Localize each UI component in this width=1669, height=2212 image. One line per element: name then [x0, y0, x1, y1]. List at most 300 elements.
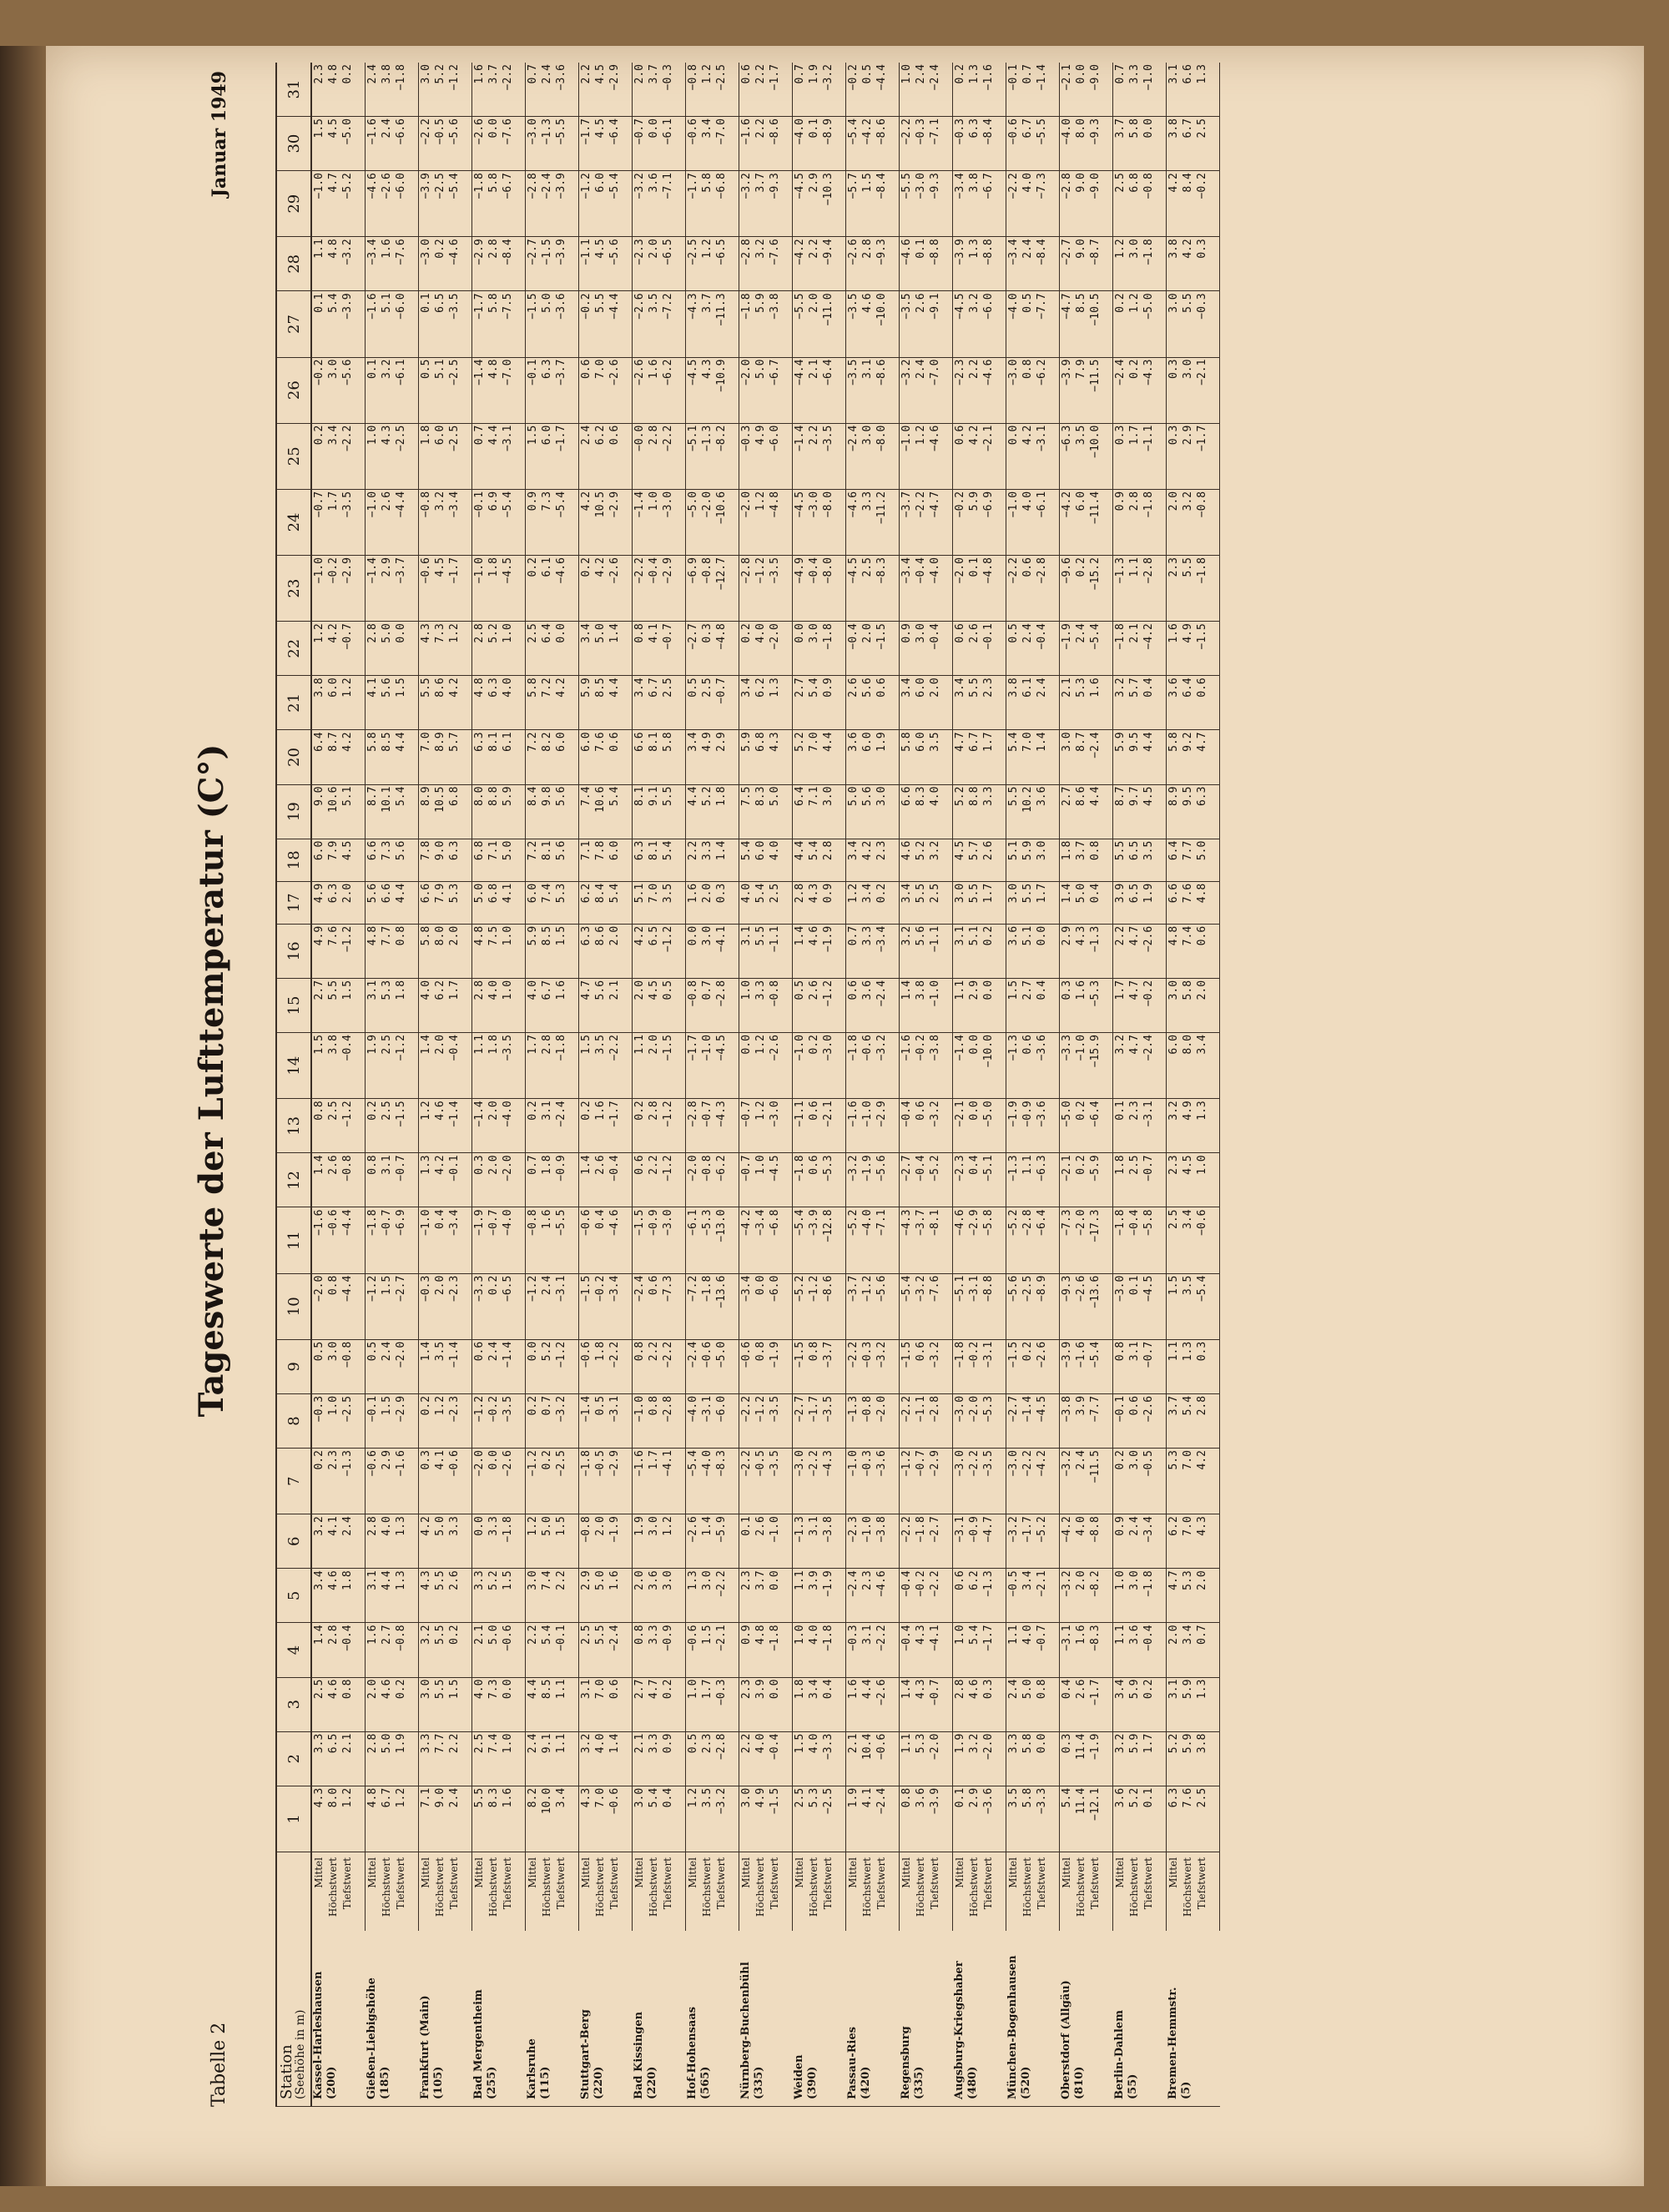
temperature-cell: 0.0: [487, 117, 501, 171]
table-row: [1142, 63, 1167, 2107]
temperature-cell: −2.6: [633, 357, 648, 423]
temperature-cell: −7.7: [1035, 291, 1060, 357]
temperature-cell: 5.4: [608, 881, 633, 924]
temperature-cell: −1.4: [1035, 63, 1060, 117]
temperature-cell: −1.3: [700, 423, 714, 489]
temperature-cell: −7.1: [928, 117, 953, 171]
temperature-cell: −4.0: [501, 1207, 526, 1273]
temperature-cell: 3.4: [311, 1569, 326, 1623]
temperature-cell: 1.8: [419, 423, 434, 489]
temperature-cell: 6.4: [1181, 676, 1195, 730]
temperature-cell: 1.4: [1060, 881, 1075, 924]
temperature-cell: −0.8: [860, 1393, 875, 1448]
temperature-cell: 0.1: [1142, 1786, 1167, 1852]
temperature-cell: 3.0: [700, 1569, 714, 1623]
temperature-cell: 6.7: [380, 1786, 394, 1852]
temperature-cell: −2.8: [714, 1731, 739, 1786]
table-row: [914, 63, 928, 2107]
temperature-cell: −0.4: [846, 622, 861, 676]
table-row: [846, 63, 861, 2107]
temperature-cell: −3.1: [981, 1339, 1006, 1393]
temperature-cell: −1.3: [846, 1393, 861, 1448]
temperature-cell: 1.2: [754, 1033, 768, 1099]
temperature-cell: 1.0: [754, 1153, 768, 1207]
temperature-cell: 0.0: [967, 1099, 981, 1153]
temperature-cell: 4.4: [526, 1677, 541, 1731]
temperature-cell: 4.5: [953, 839, 968, 881]
temperature-cell: 2.5: [700, 676, 714, 730]
temperature-cell: −4.0: [686, 1393, 701, 1448]
temperature-cell: −0.6: [1195, 1207, 1220, 1273]
temperature-cell: 1.7: [981, 730, 1006, 784]
temperature-cell: −5.5: [900, 171, 915, 237]
table-row: [593, 63, 608, 2107]
temperature-cell: −0.6: [1006, 117, 1021, 171]
temperature-cell: −4.3: [686, 291, 701, 357]
temperature-cell: 4.4: [608, 676, 633, 730]
temperature-cell: −3.4: [447, 489, 472, 555]
temperature-cell: 0.2: [579, 1099, 594, 1153]
temperature-cell: −3.2: [1060, 1569, 1075, 1623]
temperature-cell: 4.3: [579, 1786, 594, 1852]
table-row: [821, 63, 846, 2107]
temperature-cell: −2.4: [633, 1273, 648, 1339]
temperature-cell: 2.9: [807, 171, 821, 237]
temperature-cell: 3.1: [579, 1677, 594, 1731]
rotated-page-content: [175, 54, 1619, 2107]
temperature-cell: −0.9: [554, 1153, 579, 1207]
temperature-cell: −2.7: [793, 1393, 808, 1448]
temperature-cell: 3.0: [875, 784, 900, 839]
temperature-cell: 10.1: [380, 784, 394, 839]
temperature-cell: −0.7: [1035, 1623, 1060, 1677]
temperature-cell: 0.7: [700, 978, 714, 1032]
temperature-cell: 0.8: [754, 1339, 768, 1393]
temperature-cell: 5.5: [914, 881, 928, 924]
temperature-cell: −2.9: [608, 489, 633, 555]
temperature-cell: 3.8: [1195, 1731, 1220, 1786]
day-column-header: 6: [276, 1514, 311, 1569]
temperature-cell: 4.3: [700, 357, 714, 423]
temperature-cell: 2.5: [472, 1731, 487, 1786]
temperature-cell: −2.0: [875, 1393, 900, 1448]
station-name-text: Karlsruhe: [525, 2038, 538, 2099]
temperature-cell: 4.4: [821, 730, 846, 784]
temperature-cell: −8.3: [714, 1449, 739, 1514]
temperature-cell: 7.0: [1021, 730, 1035, 784]
temperature-cell: 1.6: [366, 1623, 381, 1677]
temperature-cell: −4.7: [1060, 291, 1075, 357]
temperature-cell: −1.0: [1142, 63, 1167, 117]
temperature-cell: 4.2: [1181, 237, 1195, 291]
temperature-cell: 9.5: [1127, 730, 1142, 784]
temperature-cell: 5.5: [1006, 784, 1021, 839]
temperature-cell: −3.4: [900, 556, 915, 622]
temperature-cell: 2.0: [433, 1033, 447, 1099]
temperature-cell: 1.6: [1074, 978, 1088, 1032]
temperature-cell: −0.8: [1195, 489, 1220, 555]
temperature-cell: 6.3: [579, 924, 594, 978]
temperature-cell: −4.2: [1142, 622, 1167, 676]
temperature-cell: 0.1: [1113, 1099, 1128, 1153]
temperature-cell: −3.3: [1035, 1786, 1060, 1852]
temperature-cell: −1.4: [447, 1339, 472, 1393]
row-kind-label: Höchstwert: [915, 1857, 926, 1917]
temperature-cell: −7.0: [501, 357, 526, 423]
temperature-cell: 3.0: [739, 1786, 754, 1852]
temperature-cell: −1.5: [394, 1099, 419, 1153]
temperature-cell: 2.6: [807, 978, 821, 1032]
temperature-cell: −2.9: [608, 63, 633, 117]
temperature-cell: −9.3: [1088, 117, 1113, 171]
day-column-header: 30: [276, 117, 311, 171]
temperature-cell: −3.0: [953, 1449, 968, 1514]
table-row: [754, 63, 768, 2107]
row-kind-label: Höchstwert: [434, 1857, 446, 1917]
temperature-cell: −2.0: [981, 1731, 1006, 1786]
temperature-cell: 5.8: [1021, 1786, 1035, 1852]
temperature-cell: 1.4: [579, 1153, 594, 1207]
temperature-cell: 0.1: [1127, 1273, 1142, 1339]
temperature-cell: −3.9: [419, 171, 434, 237]
temperature-cell: 3.6: [647, 1569, 661, 1623]
temperature-cell: −1.5: [526, 291, 541, 357]
temperature-cell: 4.0: [419, 978, 434, 1032]
temperature-cell: −3.7: [846, 1273, 861, 1339]
temperature-cell: −2.7: [686, 622, 701, 676]
row-kind-label: Mittel: [473, 1857, 485, 1888]
temperature-cell: −1.4: [1021, 1393, 1035, 1448]
temperature-cell: −2.0: [501, 1153, 526, 1207]
temperature-cell: 3.2: [579, 1731, 594, 1786]
temperature-cell: 1.4: [608, 622, 633, 676]
temperature-cell: −2.3: [953, 357, 968, 423]
temperature-cell: 4.1: [433, 1449, 447, 1514]
temperature-cell: −2.1: [953, 1099, 968, 1153]
temperature-cell: 1.6: [846, 1677, 861, 1731]
temperature-cell: −0.3: [739, 423, 754, 489]
temperature-cell: 6.5: [1127, 881, 1142, 924]
temperature-cell: 3.2: [967, 291, 981, 357]
temperature-cell: −6.3: [1035, 1153, 1060, 1207]
temperature-cell: 1.9: [807, 63, 821, 117]
temperature-cell: −2.8: [1142, 556, 1167, 622]
temperature-cell: −2.0: [1074, 1207, 1088, 1273]
temperature-cell: −1.7: [1195, 423, 1220, 489]
temperature-cell: −2.4: [928, 63, 953, 117]
temperature-cell: 2.1: [340, 1731, 366, 1786]
station-name-text: Berlin-Dahlem: [1112, 2010, 1126, 2099]
temperature-cell: 6.4: [311, 730, 326, 784]
station-elevation: (335): [912, 2066, 925, 2099]
temperature-cell: 2.3: [326, 1449, 340, 1514]
temperature-cell: 5.6: [860, 784, 875, 839]
temperature-cell: 1.8: [487, 1033, 501, 1099]
temperature-cell: −0.7: [1142, 1153, 1167, 1207]
station-name: [900, 1931, 953, 2107]
temperature-cell: 1.5: [526, 423, 541, 489]
temperature-cell: −3.8: [928, 1033, 953, 1099]
temperature-cell: 3.6: [1127, 1623, 1142, 1677]
temperature-cell: 3.0: [807, 622, 821, 676]
temperature-cell: 3.4: [953, 676, 968, 730]
temperature-cell: 3.0: [860, 423, 875, 489]
temperature-cell: 1.9: [366, 1033, 381, 1099]
temperature-cell: 4.9: [311, 924, 326, 978]
temperature-cell: 1.3: [967, 63, 981, 117]
station-name-text: Augsburg-Kriegshaber: [952, 1961, 966, 2099]
temperature-cell: 2.4: [1035, 676, 1060, 730]
temperature-cell: 3.0: [1167, 291, 1182, 357]
temperature-cell: 7.0: [1181, 1449, 1195, 1514]
temperature-cell: −5.9: [1088, 1153, 1113, 1207]
temperature-cell: −10.3: [821, 171, 846, 237]
temperature-cell: −9.4: [821, 237, 846, 291]
temperature-cell: −2.1: [1060, 63, 1075, 117]
temperature-cell: 4.0: [768, 839, 793, 881]
temperature-cell: 4.0: [526, 978, 541, 1032]
temperature-cell: 9.2: [1181, 730, 1195, 784]
temperature-cell: −3.9: [807, 1207, 821, 1273]
temperature-cell: 4.2: [579, 489, 594, 555]
temperature-cell: 3.4: [900, 881, 915, 924]
row-kind-label: Tiefstwert: [981, 1852, 1006, 1932]
temperature-cell: 3.2: [1113, 676, 1128, 730]
temperature-cell: 8.0: [326, 1786, 340, 1852]
temperature-cell: −1.8: [394, 63, 419, 117]
temperature-cell: 0.2: [1021, 1339, 1035, 1393]
temperature-cell: 6.8: [754, 730, 768, 784]
temperature-cell: 5.8: [900, 730, 915, 784]
temperature-cell: 1.3: [394, 1569, 419, 1623]
temperature-cell: 2.6: [846, 676, 861, 730]
temperature-cell: −5.5: [554, 1207, 579, 1273]
temperature-cell: 1.6: [1167, 622, 1182, 676]
temperature-cell: 5.2: [1167, 1731, 1182, 1786]
temperature-cell: −3.1: [700, 1393, 714, 1448]
temperature-cell: 4.1: [501, 881, 526, 924]
temperature-cell: −3.3: [1060, 1033, 1075, 1099]
temperature-cell: −4.0: [501, 1099, 526, 1153]
temperature-cell: −1.1: [928, 924, 953, 978]
temperature-cell: −3.0: [953, 1393, 968, 1448]
temperature-cell: −4.4: [340, 1273, 366, 1339]
temperature-cell: 1.4: [714, 839, 739, 881]
temperature-cell: −4.4: [875, 63, 900, 117]
table-row: [447, 63, 472, 2107]
temperature-cell: −1.2: [821, 978, 846, 1032]
temperature-cell: −0.3: [860, 1339, 875, 1393]
temperature-cell: 1.6: [1074, 1623, 1088, 1677]
temperature-cell: 5.1: [967, 924, 981, 978]
temperature-cell: 1.7: [1113, 978, 1128, 1032]
temperature-cell: 2.0: [433, 1273, 447, 1339]
temperature-cell: −2.9: [394, 1393, 419, 1448]
temperature-cell: 1.0: [953, 1623, 968, 1677]
temperature-cell: 2.4: [1021, 237, 1035, 291]
temperature-cell: 6.7: [1181, 117, 1195, 171]
temperature-cell: −3.4: [447, 1207, 472, 1273]
temperature-cell: 0.5: [1021, 291, 1035, 357]
temperature-cell: 7.0: [593, 1677, 608, 1731]
temperature-cell: 5.5: [967, 881, 981, 924]
temperature-cell: 0.8: [1021, 357, 1035, 423]
temperature-cell: −2.6: [1142, 1393, 1167, 1448]
temperature-cell: 4.4: [380, 1569, 394, 1623]
station-group: [900, 63, 953, 2107]
temperature-cell: −2.2: [419, 117, 434, 171]
temperature-cell: −1.8: [846, 1033, 861, 1099]
temperature-cell: 4.0: [807, 1731, 821, 1786]
temperature-cell: 2.9: [1181, 423, 1195, 489]
temperature-cell: −6.0: [981, 291, 1006, 357]
temperature-cell: 4.2: [340, 730, 366, 784]
temperature-cell: −2.7: [900, 1153, 915, 1207]
temperature-cell: 2.1: [807, 357, 821, 423]
temperature-cell: −1.5: [1195, 622, 1220, 676]
temperature-cell: 4.4: [487, 423, 501, 489]
temperature-cell: −4.5: [686, 357, 701, 423]
temperature-cell: 7.9: [1074, 357, 1088, 423]
temperature-cell: 3.1: [807, 1514, 821, 1569]
temperature-cell: 0.6: [846, 978, 861, 1032]
row-kind-label: Höchstwert: [1075, 1857, 1087, 1917]
temperature-cell: 10.0: [540, 1786, 554, 1852]
temperature-cell: 3.1: [366, 1569, 381, 1623]
temperature-cell: 0.0: [1006, 423, 1021, 489]
temperature-cell: 0.9: [661, 1731, 686, 1786]
temperature-cell: −0.4: [914, 556, 928, 622]
temperature-cell: 2.4: [340, 1514, 366, 1569]
temperature-cell: 1.6: [608, 1569, 633, 1623]
temperature-cell: 1.1: [1021, 1153, 1035, 1207]
temperature-cell: 4.3: [1074, 924, 1088, 978]
temperature-cell: −2.9: [661, 556, 686, 622]
temperature-cell: 8.4: [526, 784, 541, 839]
temperature-cell: −3.1: [1035, 423, 1060, 489]
temperature-cell: 5.0: [540, 1514, 554, 1569]
temperature-cell: −9.0: [1088, 63, 1113, 117]
temperature-cell: 7.0: [593, 1786, 608, 1852]
temperature-cell: 3.5: [433, 1339, 447, 1393]
temperature-cell: 6.3: [1167, 1786, 1182, 1852]
temperature-cell: 5.2: [433, 63, 447, 117]
temperature-cell: 5.0: [754, 357, 768, 423]
temperature-cell: 1.1: [1167, 1339, 1182, 1393]
temperature-cell: 3.9: [1074, 1393, 1088, 1448]
temperature-cell: 5.8: [419, 924, 434, 978]
temperature-cell: −0.6: [686, 117, 701, 171]
temperature-cell: 2.5: [380, 1099, 394, 1153]
temperature-cell: 5.5: [326, 978, 340, 1032]
temperature-cell: −3.5: [340, 489, 366, 555]
temperature-cell: −5.4: [1088, 1339, 1113, 1393]
temperature-cell: −4.5: [501, 556, 526, 622]
temperature-cell: 3.8: [1006, 676, 1021, 730]
temperature-cell: −6.2: [714, 1153, 739, 1207]
day-column-header: 14: [276, 1033, 311, 1099]
temperature-cell: −4.0: [793, 117, 808, 171]
temperature-cell: 2.2: [647, 1153, 661, 1207]
temperature-cell: −0.4: [647, 556, 661, 622]
temperature-cell: −8.4: [501, 237, 526, 291]
temperature-cell: 0.8: [807, 1339, 821, 1393]
day-column-header: 26: [276, 357, 311, 423]
temperature-cell: 0.5: [860, 63, 875, 117]
station-elevation: (520): [1019, 2066, 1032, 2099]
table-row: [366, 63, 381, 2107]
temperature-cell: 0.6: [953, 1569, 968, 1623]
row-kind-label: Mittel: [1114, 1857, 1126, 1888]
temperature-cell: −0.2: [326, 556, 340, 622]
temperature-cell: −0.7: [394, 1153, 419, 1207]
temperature-cell: 2.5: [380, 1033, 394, 1099]
temperature-cell: −0.6: [608, 1786, 633, 1852]
temperature-cell: 1.5: [793, 1731, 808, 1786]
temperature-cell: 1.5: [311, 1033, 326, 1099]
table-row: [661, 63, 686, 2107]
temperature-cell: 0.1: [953, 1786, 968, 1852]
temperature-cell: 7.1: [579, 839, 594, 881]
temperature-cell: 0.6: [647, 1273, 661, 1339]
row-kind-label: Tiefstwert: [340, 1852, 366, 1932]
temperature-cell: 5.0: [501, 839, 526, 881]
temperature-cell: 2.6: [967, 622, 981, 676]
temperature-cell: −3.5: [768, 556, 793, 622]
temperature-cell: 8.4: [1181, 171, 1195, 237]
temperature-cell: 1.3: [394, 1514, 419, 1569]
temperature-cell: −1.3: [1006, 1153, 1021, 1207]
temperature-cell: 3.3: [860, 924, 875, 978]
table-row: [608, 63, 633, 2107]
temperature-cell: 2.6: [447, 1569, 472, 1623]
temperature-cell: 5.5: [472, 1786, 487, 1852]
temperature-cell: −4.0: [700, 1449, 714, 1514]
temperature-cell: −1.2: [340, 1099, 366, 1153]
temperature-cell: −0.3: [661, 63, 686, 117]
temperature-cell: 2.0: [487, 1153, 501, 1207]
temperature-cell: −0.7: [311, 489, 326, 555]
temperature-cell: 4.9: [700, 730, 714, 784]
temperature-cell: −1.2: [661, 1153, 686, 1207]
temperature-cell: 5.3: [1074, 676, 1088, 730]
temperature-cell: 0.0: [501, 1677, 526, 1731]
temperature-cell: 2.8: [326, 1623, 340, 1677]
temperature-cell: 8.5: [540, 1677, 554, 1731]
station-name-text: Oberstdorf (Allgäu): [1059, 1980, 1072, 2099]
temperature-cell: 1.0: [366, 423, 381, 489]
temperature-cell: 7.7: [1181, 839, 1195, 881]
temperature-cell: 1.5: [860, 171, 875, 237]
temperature-cell: 0.6: [914, 1339, 928, 1393]
temperature-cell: 6.6: [633, 730, 648, 784]
temperature-cell: −2.5: [1021, 1273, 1035, 1339]
temperature-cell: 4.0: [754, 1731, 768, 1786]
temperature-cell: 1.0: [501, 622, 526, 676]
temperature-cell: −6.9: [981, 489, 1006, 555]
temperature-cell: 5.5: [967, 676, 981, 730]
station-group: [472, 63, 526, 2107]
temperature-cell: −3.1: [1142, 1099, 1167, 1153]
temperature-cell: 2.8: [540, 1033, 554, 1099]
temperature-cell: 4.4: [860, 1677, 875, 1731]
temperature-cell: 3.3: [419, 1731, 434, 1786]
temperature-cell: −0.6: [366, 1449, 381, 1514]
temperature-cell: 3.0: [526, 1569, 541, 1623]
temperature-cell: −2.5: [394, 423, 419, 489]
temperature-cell: 0.7: [472, 423, 487, 489]
temperature-cell: −3.5: [447, 291, 472, 357]
